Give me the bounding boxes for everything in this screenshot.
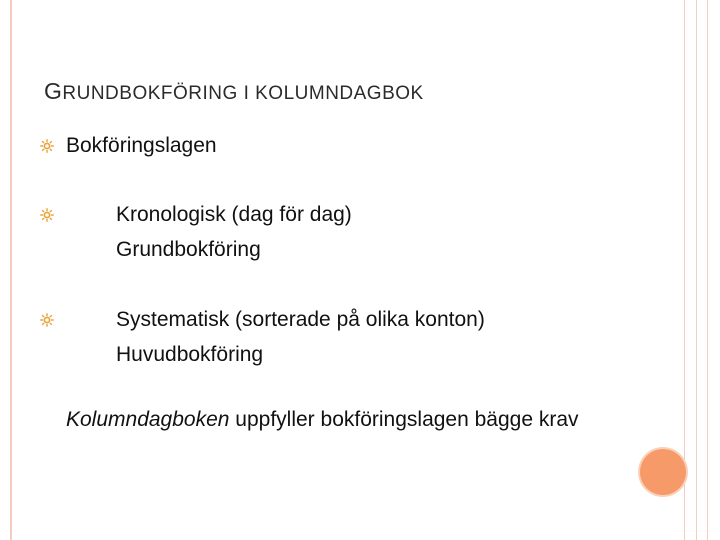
summary-note: Kolumndagboken uppfyller bokföringslagen bägge krav: [66, 408, 579, 431]
bullet-item-huvudbokforing: Huvudbokföring: [116, 343, 264, 366]
right-border-line: [707, 0, 708, 540]
slide-title: GRUNDBOKFÖRING I KOLUMNDAGBOK: [44, 78, 424, 104]
sun-bullet-icon: [40, 208, 54, 222]
bullet-item-kronologisk: Kronologisk (dag för dag): [116, 203, 352, 226]
left-border: [0, 0, 12, 540]
bullet-item-grundbokforing: Grundbokföring: [116, 238, 261, 261]
decorative-circle: [640, 449, 686, 495]
right-border-line: [696, 0, 697, 540]
bullet-item-systematisk: Systematisk (sorterade på olika konton): [116, 308, 485, 331]
bullet-item-bokforingslagen: Bokföringslagen: [66, 134, 217, 157]
right-border-line: [684, 0, 685, 540]
sun-bullet-icon: [40, 139, 54, 153]
sun-bullet-icon: [40, 313, 54, 327]
